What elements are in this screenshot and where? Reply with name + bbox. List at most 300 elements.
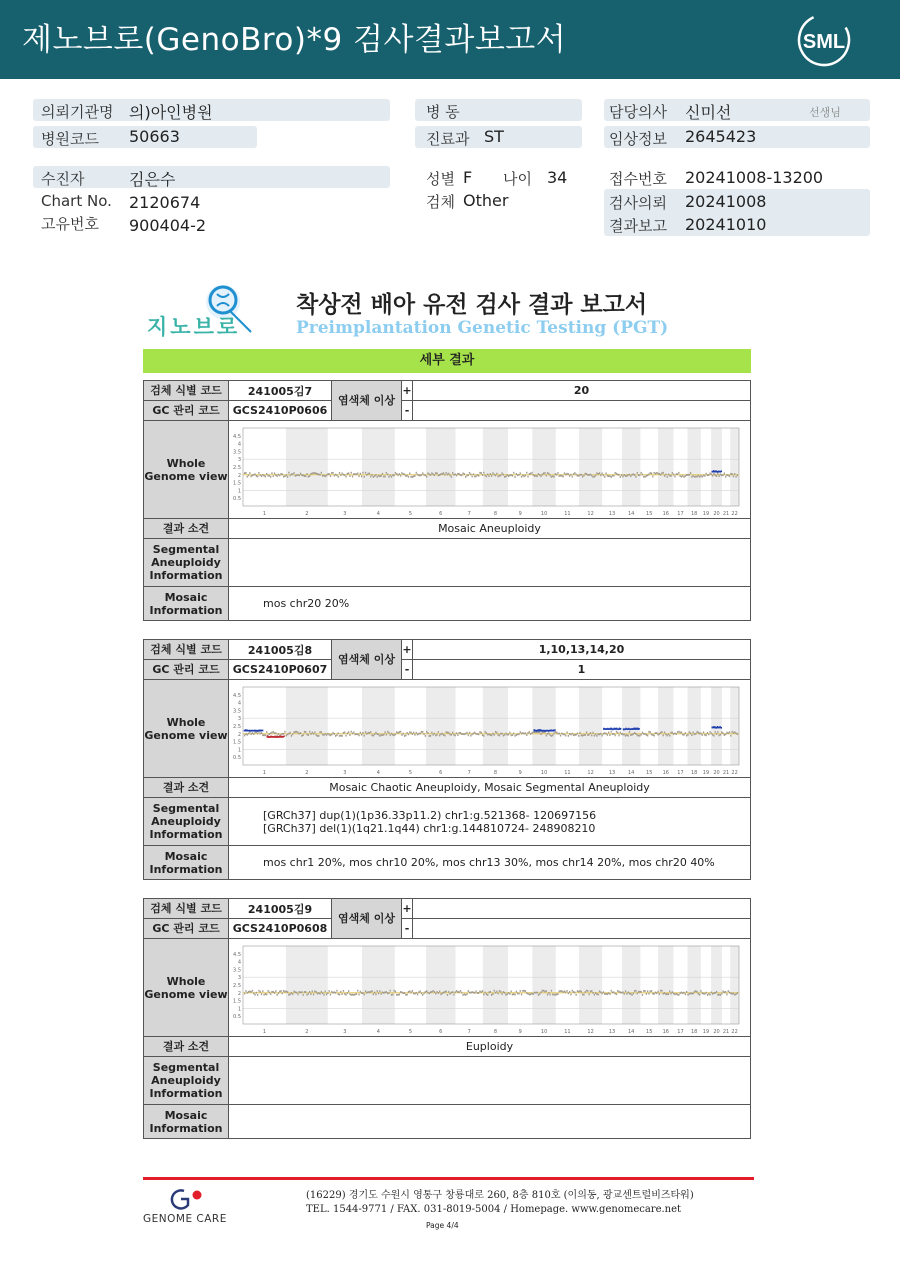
data-point xyxy=(507,993,508,995)
data-point xyxy=(414,733,415,735)
data-point xyxy=(553,475,554,477)
data-point xyxy=(695,990,696,992)
data-point xyxy=(304,475,305,477)
data-point xyxy=(353,993,354,995)
data-point xyxy=(453,733,454,735)
data-point xyxy=(592,731,593,733)
data-point xyxy=(555,473,556,475)
data-point xyxy=(733,731,734,733)
segmental-value xyxy=(229,798,751,846)
data-point xyxy=(451,733,452,735)
data-point xyxy=(366,991,367,993)
y-tick-label: 2 xyxy=(237,472,241,479)
data-point xyxy=(587,989,588,991)
data-point xyxy=(637,734,638,736)
x-tick-label: 8 xyxy=(493,1028,498,1035)
data-point xyxy=(271,990,272,992)
data-point xyxy=(508,991,509,993)
data-point xyxy=(563,475,564,477)
data-point xyxy=(578,474,579,476)
data-point xyxy=(604,993,605,995)
data-point xyxy=(668,733,669,735)
data-point xyxy=(448,990,449,992)
data-point xyxy=(708,992,709,994)
data-point xyxy=(305,991,306,993)
data-point xyxy=(314,731,315,733)
data-point xyxy=(522,474,523,476)
y-tick-label: 1 xyxy=(237,487,241,494)
data-point xyxy=(552,734,553,736)
data-point xyxy=(318,734,319,736)
data-point xyxy=(635,732,636,734)
data-point xyxy=(719,475,720,477)
gc-code-value: GCS2410P0608 xyxy=(229,919,332,939)
data-point xyxy=(709,730,710,732)
data-point xyxy=(473,473,474,475)
data-point xyxy=(418,732,419,734)
data-point xyxy=(334,474,335,476)
data-point xyxy=(313,993,314,995)
data-point xyxy=(707,731,708,733)
data-point xyxy=(286,990,287,992)
data-point xyxy=(462,733,463,735)
data-point xyxy=(635,475,636,477)
data-point xyxy=(660,989,661,991)
data-point xyxy=(530,732,531,734)
data-point xyxy=(721,474,722,476)
data-point xyxy=(269,991,270,993)
sample-code-label: 검체 식별 코드 xyxy=(144,899,229,919)
data-point xyxy=(732,473,733,475)
data-point xyxy=(362,471,363,473)
data-point xyxy=(667,734,668,736)
data-point xyxy=(535,474,536,476)
data-point xyxy=(357,989,358,991)
data-point xyxy=(430,991,431,993)
data-point xyxy=(364,475,365,477)
data-point xyxy=(670,474,671,476)
whole-genome-chart-cell xyxy=(229,680,751,778)
data-point xyxy=(564,733,565,735)
data-point xyxy=(633,732,634,734)
data-point xyxy=(716,990,717,992)
data-point xyxy=(338,993,339,995)
data-point xyxy=(603,474,604,476)
data-point xyxy=(283,475,284,477)
data-point xyxy=(465,476,466,478)
data-point xyxy=(316,991,317,993)
data-point xyxy=(583,734,584,736)
data-point xyxy=(447,731,448,733)
data-point xyxy=(316,734,317,736)
age-label: 나이 xyxy=(503,170,532,188)
data-point xyxy=(474,475,475,477)
segmental-line-1: [GRCh37] dup(1)(1p36.33p11.2) chr1:g.521368- 120697156 xyxy=(263,808,597,822)
data-point xyxy=(382,991,383,993)
x-tick-label: 3 xyxy=(343,510,347,517)
data-point xyxy=(700,990,701,992)
data-point xyxy=(345,734,346,736)
data-point xyxy=(698,731,699,733)
data-point xyxy=(459,732,460,734)
data-point xyxy=(262,990,263,992)
data-point xyxy=(395,990,396,992)
data-point xyxy=(248,732,249,734)
data-point xyxy=(306,473,307,475)
data-point xyxy=(487,473,488,475)
data-point xyxy=(464,993,465,995)
data-point xyxy=(360,731,361,733)
data-point xyxy=(451,475,452,477)
chromosome-band xyxy=(711,428,722,506)
sex-label: 성별 xyxy=(426,170,455,188)
data-point xyxy=(438,474,439,476)
data-point xyxy=(709,993,710,995)
data-point xyxy=(724,991,725,993)
data-point xyxy=(485,730,486,732)
data-point xyxy=(624,474,625,476)
loss-sign: - xyxy=(402,401,413,421)
data-point xyxy=(299,732,300,734)
data-point xyxy=(724,472,725,474)
data-point xyxy=(386,471,387,473)
data-point xyxy=(570,993,571,995)
data-point xyxy=(383,475,384,477)
data-point xyxy=(270,475,271,477)
data-point xyxy=(726,731,727,733)
data-point xyxy=(262,473,263,475)
data-point xyxy=(369,731,370,733)
data-point xyxy=(486,993,487,995)
data-point xyxy=(483,993,484,995)
patient-value: 김은수 xyxy=(129,170,176,189)
data-point xyxy=(712,992,713,994)
data-point xyxy=(340,474,341,476)
data-point xyxy=(405,993,406,995)
finding-value: Mosaic Aneuploidy xyxy=(229,519,751,539)
data-point xyxy=(518,733,519,735)
data-point xyxy=(403,473,404,475)
data-point xyxy=(674,732,675,734)
sample-code-value: 241005김7 xyxy=(229,381,332,401)
data-point xyxy=(605,732,606,734)
mosaic-label: Mosaic Information xyxy=(144,1105,229,1139)
dept-label: 진료과 xyxy=(426,130,470,148)
data-point xyxy=(364,993,365,995)
data-point xyxy=(305,730,306,732)
data-point xyxy=(421,730,422,732)
data-point xyxy=(383,733,384,735)
data-point xyxy=(595,733,596,735)
data-point xyxy=(681,475,682,477)
data-point xyxy=(663,471,664,473)
data-point xyxy=(516,473,517,475)
data-point xyxy=(247,733,248,735)
data-point xyxy=(392,733,393,735)
data-point xyxy=(737,992,738,994)
data-point xyxy=(733,992,734,994)
whole-genome-chart xyxy=(229,940,747,1036)
data-point xyxy=(459,472,460,474)
data-point xyxy=(660,731,661,733)
data-point xyxy=(543,989,544,991)
data-point xyxy=(487,733,488,735)
data-point xyxy=(249,472,250,474)
y-tick-label: 4 xyxy=(237,441,241,448)
x-tick-label: 1 xyxy=(262,769,267,776)
data-point xyxy=(564,990,565,992)
y-tick-label: 3 xyxy=(237,974,241,981)
data-point xyxy=(669,990,670,992)
data-point xyxy=(539,731,540,733)
data-point xyxy=(295,474,296,476)
y-tick-label: 2 xyxy=(237,731,241,738)
data-point xyxy=(717,472,718,474)
chromosome-band xyxy=(711,946,722,1024)
data-point xyxy=(560,734,561,736)
data-point xyxy=(656,992,657,994)
data-point xyxy=(468,734,469,736)
data-point xyxy=(522,732,523,734)
data-point xyxy=(379,990,380,992)
finding-label: 결과 소견 xyxy=(144,1037,229,1057)
data-point xyxy=(366,473,367,475)
data-point xyxy=(258,471,259,473)
data-point xyxy=(542,731,543,733)
data-point xyxy=(378,992,379,994)
data-point xyxy=(404,473,405,475)
data-point xyxy=(361,475,362,477)
data-point xyxy=(318,473,319,475)
data-point xyxy=(511,990,512,992)
data-point xyxy=(621,991,622,993)
data-point xyxy=(296,991,297,993)
data-point xyxy=(551,735,552,737)
data-point xyxy=(470,473,471,475)
data-point xyxy=(598,993,599,995)
data-point xyxy=(373,476,374,478)
data-point xyxy=(622,733,623,735)
data-point xyxy=(629,992,630,994)
data-point xyxy=(407,993,408,995)
data-point xyxy=(449,474,450,476)
whole-genome-chart-cell xyxy=(229,939,751,1037)
data-point xyxy=(413,992,414,994)
data-point xyxy=(336,989,337,991)
data-point xyxy=(516,734,517,736)
data-point xyxy=(254,993,255,995)
data-point xyxy=(595,992,596,994)
data-point xyxy=(438,731,439,733)
data-point xyxy=(384,475,385,477)
sample-table xyxy=(143,639,751,880)
data-point xyxy=(244,472,245,474)
data-point xyxy=(563,991,564,993)
data-point xyxy=(702,992,703,994)
data-point xyxy=(397,474,398,476)
data-point xyxy=(310,733,311,735)
report-date-label: 결과보고 xyxy=(609,217,667,235)
data-point xyxy=(401,991,402,993)
gc-code-label: GC 관리 코드 xyxy=(144,919,229,939)
data-point xyxy=(269,474,270,476)
data-point xyxy=(423,992,424,994)
data-point xyxy=(589,473,590,475)
data-point xyxy=(613,733,614,735)
data-point xyxy=(537,475,538,477)
data-point xyxy=(639,474,640,476)
data-point xyxy=(485,991,486,993)
data-point xyxy=(426,475,427,477)
y-tick-label: 2.5 xyxy=(233,464,241,471)
data-point xyxy=(728,474,729,476)
data-point xyxy=(581,990,582,992)
data-point xyxy=(265,734,266,736)
data-point xyxy=(638,734,639,736)
data-point xyxy=(592,475,593,477)
data-point xyxy=(300,991,301,993)
chromosome-band xyxy=(730,687,739,765)
data-point xyxy=(422,993,423,995)
data-point xyxy=(629,473,630,475)
data-point xyxy=(396,993,397,995)
data-point xyxy=(492,732,493,734)
data-point xyxy=(607,474,608,476)
data-point xyxy=(410,991,411,993)
data-point xyxy=(655,732,656,734)
data-point xyxy=(608,992,609,994)
x-tick-label: 4 xyxy=(376,1028,380,1035)
data-point xyxy=(494,473,495,475)
data-point xyxy=(682,474,683,476)
data-point xyxy=(617,473,618,475)
data-point xyxy=(473,732,474,734)
data-point xyxy=(254,731,255,733)
data-point xyxy=(297,474,298,476)
data-point xyxy=(340,990,341,992)
data-point xyxy=(433,473,434,475)
data-point xyxy=(703,474,704,476)
data-point xyxy=(351,993,352,995)
data-point xyxy=(505,732,506,734)
data-point xyxy=(552,993,553,995)
x-tick-label: 16 xyxy=(662,769,669,776)
data-point xyxy=(681,731,682,733)
data-point xyxy=(530,993,531,995)
data-point xyxy=(547,472,548,474)
data-point xyxy=(332,991,333,993)
data-point xyxy=(249,731,250,733)
data-point xyxy=(574,734,575,736)
data-point xyxy=(465,732,466,734)
x-tick-label: 9 xyxy=(518,769,522,776)
data-point xyxy=(444,473,445,475)
data-point xyxy=(443,734,444,736)
data-point xyxy=(429,735,430,737)
data-point xyxy=(390,989,391,991)
data-point xyxy=(735,993,736,995)
data-point xyxy=(325,732,326,734)
data-point xyxy=(491,993,492,995)
data-point xyxy=(301,734,302,736)
data-point xyxy=(561,732,562,734)
data-point xyxy=(319,731,320,733)
data-point xyxy=(637,471,638,473)
data-point xyxy=(699,475,700,477)
doctor-value: 신미선 xyxy=(685,103,732,122)
data-point xyxy=(464,473,465,475)
data-point xyxy=(621,732,622,734)
data-point xyxy=(661,989,662,991)
data-point xyxy=(318,992,319,994)
data-point xyxy=(690,992,691,994)
data-point xyxy=(300,472,301,474)
data-point xyxy=(665,993,666,995)
gc-code-label: GC 관리 코드 xyxy=(144,660,229,680)
data-point xyxy=(702,475,703,477)
data-point xyxy=(735,475,736,477)
data-point xyxy=(490,990,491,992)
data-point xyxy=(407,474,408,476)
data-point xyxy=(375,731,376,733)
data-point xyxy=(252,474,253,476)
chromosome-band xyxy=(658,687,674,765)
data-point xyxy=(596,472,597,474)
data-point xyxy=(498,992,499,994)
data-point xyxy=(726,993,727,995)
data-point xyxy=(521,732,522,734)
data-point xyxy=(353,473,354,475)
data-point xyxy=(329,473,330,475)
data-point xyxy=(638,991,639,993)
y-tick-label: 1.5 xyxy=(233,480,241,487)
x-tick-label: 18 xyxy=(691,769,698,776)
data-point xyxy=(305,475,306,477)
x-tick-label: 8 xyxy=(493,510,498,517)
data-point xyxy=(253,473,254,475)
data-point xyxy=(420,990,421,992)
data-point xyxy=(339,735,340,737)
x-tick-label: 10 xyxy=(540,769,548,776)
chromosome-band xyxy=(622,687,640,765)
data-point xyxy=(338,475,339,477)
data-point xyxy=(689,731,690,733)
data-point xyxy=(680,475,681,477)
x-tick-label: 3 xyxy=(343,1028,347,1035)
data-point xyxy=(426,990,427,992)
data-point xyxy=(334,991,335,993)
data-point xyxy=(706,472,707,474)
data-point xyxy=(591,734,592,736)
data-point xyxy=(351,730,352,732)
data-point xyxy=(652,734,653,736)
data-point xyxy=(573,991,574,993)
data-point xyxy=(499,734,500,736)
data-point xyxy=(330,993,331,995)
data-point xyxy=(343,731,344,733)
data-point xyxy=(384,991,385,993)
data-point xyxy=(273,730,274,732)
data-point xyxy=(377,733,378,735)
data-point xyxy=(381,993,382,995)
chromosome-band xyxy=(532,946,555,1024)
data-point xyxy=(264,734,265,736)
data-point xyxy=(734,473,735,475)
sex-value: F xyxy=(463,168,473,187)
data-point xyxy=(352,475,353,477)
data-point xyxy=(661,731,662,733)
institution-value: 의)아인병원 xyxy=(129,103,213,122)
